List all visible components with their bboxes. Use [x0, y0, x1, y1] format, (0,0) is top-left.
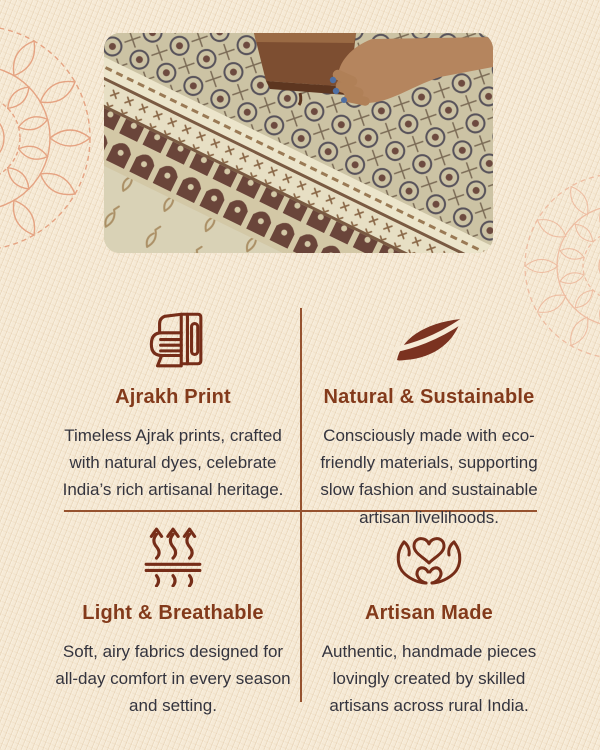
feature-card-ajrakh-print: [45, 300, 301, 504]
feature-title: Natural & Sustainable: [323, 386, 535, 408]
feature-description: Soft, airy fabrics designed for all-day comfort in every season and setting.: [55, 642, 291, 716]
feature-description: Timeless Ajrak prints, crafted with natural dyes, celebrate India’s rich artisanal heritage.: [62, 426, 284, 500]
feature-title: Light & Breathable: [82, 602, 264, 624]
feature-description: Authentic, handmade pieces lovingly created by skilled artisans across rural India.: [321, 642, 537, 716]
feature-card-artisan-made: [301, 516, 557, 720]
hero-image: [104, 33, 493, 253]
feature-title: Artisan Made: [365, 602, 493, 624]
leaf-icon: [393, 300, 465, 378]
mandala-decoration-top-left: [0, 8, 108, 268]
feature-card-natural-sustainable: [301, 300, 557, 531]
breathability-icon: [142, 516, 204, 594]
block-stamp-icon: [140, 300, 206, 378]
feature-description: Consciously made with eco-friendly materials, supporting slow fashion and sustainable artisan livelihoods.: [320, 426, 538, 527]
feature-title: Ajrakh Print: [115, 386, 231, 408]
hands-heart-icon: [393, 516, 465, 594]
feature-card-light-breathable: [45, 516, 301, 720]
